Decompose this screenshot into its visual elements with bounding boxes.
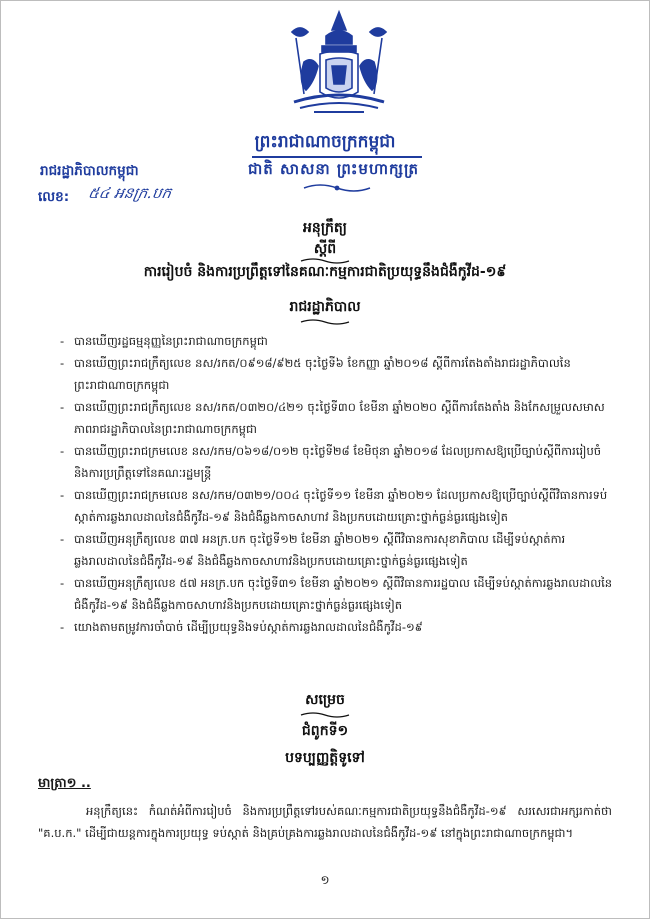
national-motto: ជាតិ សាសនា ព្រះមហាក្សត្រ xyxy=(248,160,419,178)
reference-label: លេខ: xyxy=(38,189,70,205)
decision-heading: សម្រេច xyxy=(305,692,345,708)
preamble-clause: - បានឃើញអនុក្រឹត្យលេខ ៥៧ អនក្រ.បក ចុះថ្ងៃទី៣១ ខែមីនា ឆ្នាំ២០២១ ស្ដីពីវិធានការរដ្ឋបាល ដើម្បីទប់ស្កាត់ការឆ្លងរាលដាលនៃជំងឺកូវីដ-១៩ និងជំងឺឆ្លងកាចសាហាវនិងប្រកបដោយគ្រោះថ្នាក់ធ្ងន់ធ្ងរផ្សេងទៀត xyxy=(60,572,614,616)
article-body: អនុក្រឹត្យនេះ កំណត់អំពីការរៀបចំ និងការប្រព្រឹត្តទៅរបស់គណៈកម្មការជាតិប្រយុទ្ធនឹងជំងឺកូវីដ-១៩ សរសេរជាអក្សរកាត់ថា "គ.ប.ក." ដើម្បីជាយន្តការក្នុងការប្រយុទ្ធ ទប់ស្កាត់ និងគ្រប់គ្រងការឆ្លងរាលដាលនៃជំងឺកូវីដ-១៩ នៅក្នុងព្រះរាជាណាចក្រកម្ពុជា។ xyxy=(38,804,612,840)
preamble-clause: - យោងតាមតម្រូវការចាំបាច់ ដើម្បីប្រយុទ្ធនិងទប់ស្កាត់ការឆ្លងរាលដាលនៃជំងឺកូវីដ-១៩ xyxy=(60,616,614,638)
page-number: ១ xyxy=(320,873,330,887)
reference-number: ៥៤ អនក្រ.បក xyxy=(86,184,173,202)
on-label: ស្ដីពី xyxy=(313,241,337,257)
preamble-clauses xyxy=(60,330,614,638)
issuing-authority: រាជរដ្ឋាភិបាល xyxy=(289,299,361,315)
chapter-number: ជំពូកទី១ xyxy=(301,723,349,739)
divider-ornament-icon xyxy=(299,318,351,326)
preamble-clause: - បានឃើញព្រះរាជក្រមលេខ នស/រកម/០៦១៨/០១២ ចុះថ្ងៃទី២៨ ខែមិថុនា ឆ្នាំ២០១៨ ដែលប្រកាសឱ្យប្រើច្បាប់ស្ដីពីការរៀបចំ និងការប្រព្រឹត្តទៅនៃគណៈរដ្ឋមន្ត្រី xyxy=(60,440,614,484)
preamble-clause: - បានឃើញអនុក្រឹត្យលេខ ៣៧ អនក្រ.បក ចុះថ្ងៃទី១២ ខែមីនា ឆ្នាំ២០២១ ស្ដីពីវិធានការសុខាភិបាល ដើម្បីទប់ស្កាត់ការឆ្លងរាលដាលនៃជំងឺកូវីដ-១៩ និងជំងឺឆ្លងកាចសាហាវនិងប្រកបដោយគ្រោះថ្នាក់ធ្ងន់ធ្ងរផ្សេងទៀត xyxy=(60,528,614,572)
government-name: រាជរដ្ឋាភិបាលកម្ពុជា xyxy=(40,163,139,179)
chapter-title: បទប្បញ្ញត្តិទូទៅ xyxy=(285,750,365,766)
document-type: អនុក្រឹត្យ xyxy=(303,220,347,236)
motto-ornament-icon xyxy=(302,181,372,195)
royal-coat-of-arms-icon xyxy=(274,8,404,126)
document-subject: ការរៀបចំ និងការប្រព្រឹត្តទៅនៃគណៈកម្មការជាតិប្រយុទ្ធនឹងជំងឺកូវីដ-១៩ xyxy=(143,264,507,280)
kingdom-underline xyxy=(252,156,422,158)
preamble-clause: - បានឃើញរដ្ឋធម្មនុញ្ញនៃព្រះរាជាណាចក្រកម្ពុជា xyxy=(60,330,614,352)
preamble-clause: - បានឃើញព្រះរាជក្រឹត្យលេខ នស/រកត/០៩១៨/៩២៥ ចុះថ្ងៃទី៦ ខែកញ្ញា ឆ្នាំ២០១៨ ស្ដីពីការតែងតាំងរាជរដ្ឋាភិបាលនៃព្រះរាជាណាចក្រកម្ពុជា xyxy=(60,352,614,396)
divider-ornament-icon xyxy=(299,711,351,719)
article-title: មាត្រា១ .. xyxy=(38,776,91,791)
kingdom-title: ព្រះរាជាណាចក្រកម្ពុជា xyxy=(254,132,396,152)
preamble-clause: - បានឃើញព្រះរាជក្រឹត្យលេខ នស/រកត/០៣២០/៤២១ ចុះថ្ងៃទី៣០ ខែមីនា ឆ្នាំ២០២០ ស្ដីពីការតែងតាំង និងកែសម្រួលសមាសភាពរាជរដ្ឋាភិបាលនៃព្រះរាជាណាចក្រកម្ពុជា xyxy=(60,396,614,440)
preamble-clause: - បានឃើញព្រះរាជក្រមលេខ នស/រកម/០៣២១/០០៤ ចុះថ្ងៃទី១១ ខែមីនា ឆ្នាំ២០២១ ដែលប្រកាសឱ្យប្រើច្បាប់ស្ដីពីវិធានការទប់ស្កាត់ការឆ្លងរាលដាលនៃជំងឺកូវីដ-១៩ និងជំងឺឆ្លងកាចសាហាវ និងប្រកបដោយគ្រោះថ្នាក់ធ្ងន់ធ្ងរផ្សេងទៀត xyxy=(60,484,614,528)
